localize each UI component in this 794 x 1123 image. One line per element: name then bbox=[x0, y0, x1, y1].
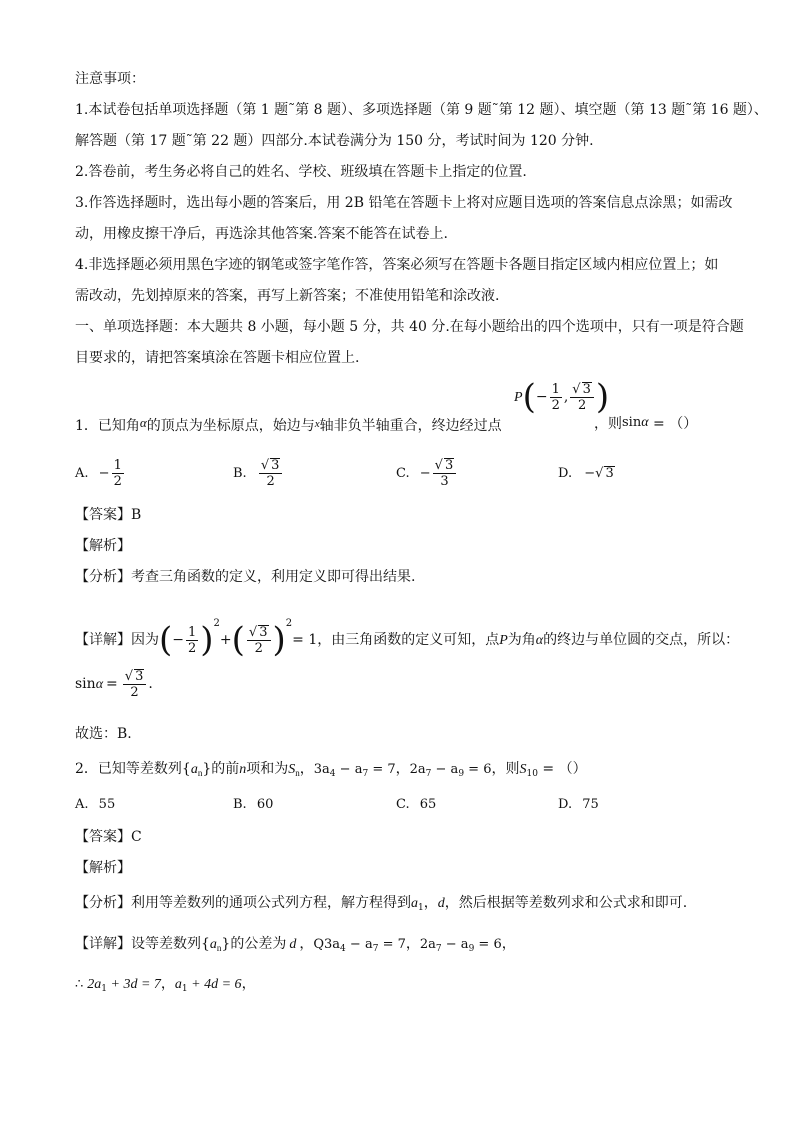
frac-den: 2 bbox=[577, 397, 587, 413]
detail-frac-1 bbox=[186, 625, 198, 656]
fenxi-b: ，然后根据等差数列求和公式求和即可. bbox=[444, 895, 688, 911]
notice-item-3: 3.作答选择题时，选出每小题的答案后，用 2B 铅笔在答题卡上将对应题目选项的答案信息点涂黑；如需改 bbox=[75, 195, 733, 211]
q1-option-b-frac bbox=[259, 458, 283, 489]
option-value: 55 bbox=[98, 797, 116, 812]
sep: ， bbox=[395, 761, 410, 777]
detail-frac-2 bbox=[247, 625, 271, 656]
q2-stem: 2．已知等差数列$\{a_n\}$的前n项和为$S_n$，$3a_4 - a_7 = 7$，$2a_7 - a_9 = 6$，则$S_{10}$ = （） bbox=[75, 761, 587, 779]
sqrt-sign: √ bbox=[248, 624, 258, 640]
a: a bbox=[190, 762, 198, 777]
a1: a bbox=[411, 896, 418, 911]
q1-sin: sin bbox=[622, 415, 642, 430]
sep: ， bbox=[405, 936, 420, 952]
paren-close: ) bbox=[200, 620, 214, 660]
q1-option-d bbox=[558, 466, 615, 481]
sub: 7 bbox=[435, 944, 442, 954]
therefore: ∴ bbox=[75, 977, 84, 992]
S: S bbox=[288, 762, 296, 777]
d: d bbox=[437, 896, 445, 911]
paren-open: ( bbox=[159, 620, 173, 660]
notice-item-4-cont: 需改动，先划掉原来的答案，再写上新答案；不准使用铅笔和涂改液. bbox=[75, 288, 500, 304]
alpha: α bbox=[95, 677, 104, 692]
q1-point-y-frac bbox=[570, 382, 594, 413]
point-p: P bbox=[499, 633, 508, 648]
radicand: 3 bbox=[271, 458, 280, 473]
q1-analysis-tag: 【解析】 bbox=[75, 538, 131, 554]
detail-tag: 【详解】 bbox=[75, 936, 131, 952]
q1-stem-text-c: 轴非负半轴重合，终边经过点 bbox=[319, 418, 502, 434]
period: . bbox=[148, 676, 153, 692]
sep: ， bbox=[160, 976, 175, 992]
q1-point-neg: − bbox=[535, 389, 548, 405]
q1-stem-text-b: 的顶点为坐标原点，始边与 bbox=[146, 418, 315, 434]
frac-den: 2 bbox=[130, 684, 139, 700]
option-label: D. bbox=[558, 466, 573, 481]
sqrt-sign: √ bbox=[434, 458, 443, 473]
square-exp: 2 bbox=[285, 618, 293, 629]
fenxi-tag: 【分析】 bbox=[75, 569, 131, 585]
fenxi-text: 考查三角函数的定义，利用定义即可得出结果. bbox=[131, 569, 416, 585]
sep: ， bbox=[299, 761, 314, 777]
frac-num bbox=[247, 625, 271, 641]
q1-stem-text-a: 1．已知角 bbox=[75, 418, 140, 434]
sub: 7 bbox=[362, 769, 369, 779]
sub: 7 bbox=[425, 769, 432, 779]
q2-detail: 【详解】设等差数列$\{a_n\}$的公差为 d ，$Q3a_4 - a_7 = 7$，$2a_7 - a_9 = 6$， bbox=[75, 936, 516, 954]
q1-x: x bbox=[314, 418, 320, 430]
a: a bbox=[209, 937, 217, 952]
frac-num: 1 bbox=[113, 458, 122, 473]
minus: − a bbox=[345, 937, 373, 952]
cond2: 2a bbox=[419, 937, 436, 952]
eq: = 6 bbox=[474, 937, 502, 952]
sub: 4 bbox=[329, 769, 336, 779]
q2-stem-a: 2．已知等差数列 bbox=[75, 761, 182, 777]
frac-den: 2 bbox=[254, 640, 263, 656]
paren-open: ( bbox=[231, 620, 245, 660]
q2-fenxi bbox=[75, 894, 687, 917]
q1-fenxi bbox=[75, 568, 415, 586]
sqrt-sign: √ bbox=[260, 458, 270, 473]
frac-num bbox=[123, 669, 147, 685]
answer-value: B bbox=[131, 507, 142, 523]
q1-answer bbox=[75, 506, 141, 524]
option-label: B. bbox=[233, 797, 247, 812]
plus-sign: + bbox=[219, 632, 232, 648]
notice-item-4: 4.非选择题必须用黑色字迹的钢笔或签字笔作答，答案必须写在答题卡各题目指定区域内相应位置上；如 bbox=[75, 257, 719, 273]
sqrt-sign: √ bbox=[572, 381, 581, 397]
q1-choose: 故选：B. bbox=[75, 726, 132, 742]
minus: − a bbox=[441, 937, 469, 952]
sub-n: n bbox=[295, 768, 300, 778]
sub: 9 bbox=[458, 769, 465, 779]
q1-stem-text-e: = （） bbox=[648, 416, 698, 432]
neg-sign: − bbox=[172, 632, 184, 648]
q1-point-x-frac bbox=[550, 382, 562, 413]
detail-text-c: 为角 bbox=[507, 632, 536, 648]
q1-stem-text-d: ，则 bbox=[594, 416, 622, 432]
sub: 4 bbox=[340, 944, 346, 954]
notice-item-2: 2.答卷前，考生务必将自己的姓名、学校、班级填在答题卡上指定的位置. bbox=[75, 164, 527, 180]
q1-point-formula bbox=[514, 377, 610, 417]
q1-paren-close: ) bbox=[595, 377, 610, 417]
option-label: C. bbox=[396, 466, 410, 481]
frac-num: 1 bbox=[188, 624, 197, 640]
neg-sign: − bbox=[584, 466, 596, 481]
neg-sign: − bbox=[419, 466, 431, 481]
option-label: A. bbox=[75, 797, 89, 812]
option-label: A. bbox=[75, 466, 89, 481]
frac-num bbox=[433, 458, 457, 474]
sub-n: n bbox=[216, 943, 222, 953]
section-header-cont: 目要求的，请把答案填涂在答题卡相应位置上. bbox=[75, 350, 360, 366]
S: S bbox=[519, 762, 527, 777]
frac-den: 2 bbox=[551, 397, 560, 413]
fenxi-tag: 【分析】 bbox=[75, 895, 131, 911]
notice-item-1-cont: 解答题（第 17 题˜第 22 题）四部分.本试卷满分为 150 分，考试时间为 120 分钟. bbox=[75, 133, 594, 149]
option-label: C. bbox=[396, 797, 410, 812]
answer-tag: 【答案】 bbox=[75, 829, 131, 845]
q1-option-a bbox=[75, 458, 126, 489]
option-value: 75 bbox=[582, 797, 599, 812]
q2-option-b bbox=[233, 797, 273, 812]
sub1: 1 bbox=[418, 903, 424, 913]
radicand: 3 bbox=[259, 624, 268, 640]
eqA-b: + 3d = 7 bbox=[107, 977, 161, 992]
detail-text-b: ，由三角函数的定义可知，点 bbox=[317, 632, 500, 648]
frac-num: 1 bbox=[551, 381, 560, 397]
sub-n: n bbox=[197, 768, 203, 778]
frac-num bbox=[570, 382, 594, 398]
q2-system bbox=[75, 975, 256, 998]
q1-option-c-frac bbox=[433, 458, 457, 489]
sep: ， bbox=[299, 936, 314, 952]
eq: = 7 bbox=[368, 762, 396, 777]
q1-options bbox=[75, 448, 735, 488]
result-frac bbox=[123, 669, 147, 700]
q1-point-comma: , bbox=[563, 389, 569, 405]
eq: = 6 bbox=[464, 762, 492, 777]
square-exp: 2 bbox=[213, 618, 220, 629]
sep: ， bbox=[423, 895, 438, 911]
answer-value: C bbox=[131, 829, 142, 845]
q2-stem-c: 项和为 bbox=[246, 761, 289, 777]
d: d bbox=[289, 937, 297, 952]
option-value: 65 bbox=[419, 797, 437, 812]
detail-b: 的公差为 bbox=[230, 936, 287, 952]
frac-den: 2 bbox=[113, 474, 122, 489]
option-label: B. bbox=[233, 466, 247, 481]
radicand: 3 bbox=[135, 668, 144, 684]
q1-result bbox=[75, 664, 153, 704]
equals-one: = 1 bbox=[292, 632, 318, 648]
notice-item-1: 1.本试卷包括单项选择题（第 1 题˜第 8 题）、多项选择题（第 9 题˜第 12 题）、填空题（第 13 题˜第 16 题）、 bbox=[75, 102, 768, 118]
frac-num bbox=[259, 458, 283, 474]
q1-option-b bbox=[233, 458, 284, 489]
q1-paren-open: ( bbox=[522, 377, 536, 417]
q2-stem-d: ，则 bbox=[491, 761, 520, 777]
q1-alpha: α bbox=[139, 415, 147, 430]
q2-option-a bbox=[75, 797, 115, 812]
notice-item-3-cont: 动，用橡皮擦干净后，再选涂其他答案.答案不能答在试卷上. bbox=[75, 226, 448, 242]
sub: 9 bbox=[468, 944, 475, 954]
option-label: D. bbox=[558, 797, 573, 812]
q2-option-d bbox=[558, 797, 599, 812]
because: Q bbox=[313, 937, 325, 952]
sep: ， bbox=[241, 976, 256, 992]
eqA: 2a bbox=[87, 977, 102, 992]
alpha: α bbox=[535, 633, 544, 648]
sub1: 1 bbox=[101, 984, 108, 994]
q2-answer bbox=[75, 828, 142, 846]
detail-text-d: 的终边与单位圆的交点，所以： bbox=[543, 632, 740, 648]
detail-tag: 【详解】 bbox=[75, 632, 131, 648]
sqrt-sign: √ bbox=[124, 668, 134, 684]
detail-a: 设等差数列 bbox=[131, 936, 201, 952]
paren-close: ) bbox=[272, 620, 286, 660]
q1-option-a-frac bbox=[112, 458, 124, 489]
option-value: 60 bbox=[256, 797, 274, 812]
detail-text-a: 因为 bbox=[131, 632, 159, 648]
n: n bbox=[239, 762, 247, 777]
neg-sign: − bbox=[98, 466, 110, 481]
minus: − a bbox=[431, 762, 459, 777]
radicand: 3 bbox=[605, 466, 614, 481]
section-header: 一、单项选择题：本大题共 8 小题，每小题 5 分，共 40 分.在每小题给出的四个选项中，只有一项是符合题 bbox=[75, 319, 744, 335]
answer-tag: 【答案】 bbox=[75, 507, 131, 523]
q1-stem bbox=[75, 414, 502, 435]
q2-analysis-tag: 【解析】 bbox=[75, 860, 131, 876]
eqB-b: + 4d = 6 bbox=[187, 977, 242, 992]
q1-detail bbox=[75, 604, 740, 660]
q2-options bbox=[75, 797, 735, 817]
cond1: 3a bbox=[313, 762, 330, 777]
radicand: 3 bbox=[444, 458, 454, 473]
cond2: 2a bbox=[409, 762, 426, 777]
sub: 7 bbox=[372, 944, 379, 954]
q1-alpha-2: α bbox=[641, 415, 649, 430]
q1-option-c bbox=[396, 458, 458, 489]
q2-stem-e: = （） bbox=[537, 761, 587, 777]
frac-den: 2 bbox=[188, 640, 197, 656]
sep: ， bbox=[501, 936, 516, 952]
notice-title: 注意事项： bbox=[75, 71, 145, 87]
radicand: 3 bbox=[582, 381, 591, 397]
a1: a bbox=[174, 977, 182, 992]
equals: = bbox=[106, 676, 118, 692]
frac-den: 2 bbox=[266, 474, 275, 489]
cond1: 3a bbox=[324, 937, 341, 952]
sub-10: 10 bbox=[526, 769, 538, 779]
sqrt-sign: √ bbox=[595, 466, 604, 481]
sin: sin bbox=[75, 676, 96, 692]
eq: = 7 bbox=[378, 937, 406, 952]
minus: − a bbox=[335, 762, 363, 777]
frac-den: 3 bbox=[440, 474, 449, 489]
fenxi-a: 利用等差数列的通项公式列方程，解方程得到 bbox=[131, 895, 411, 911]
q1-stem-tail bbox=[594, 414, 697, 433]
q2-stem-b: 的前 bbox=[211, 761, 240, 777]
q2-option-c bbox=[396, 797, 436, 812]
sub1: 1 bbox=[181, 984, 188, 994]
q1-point-label: P bbox=[514, 390, 523, 405]
